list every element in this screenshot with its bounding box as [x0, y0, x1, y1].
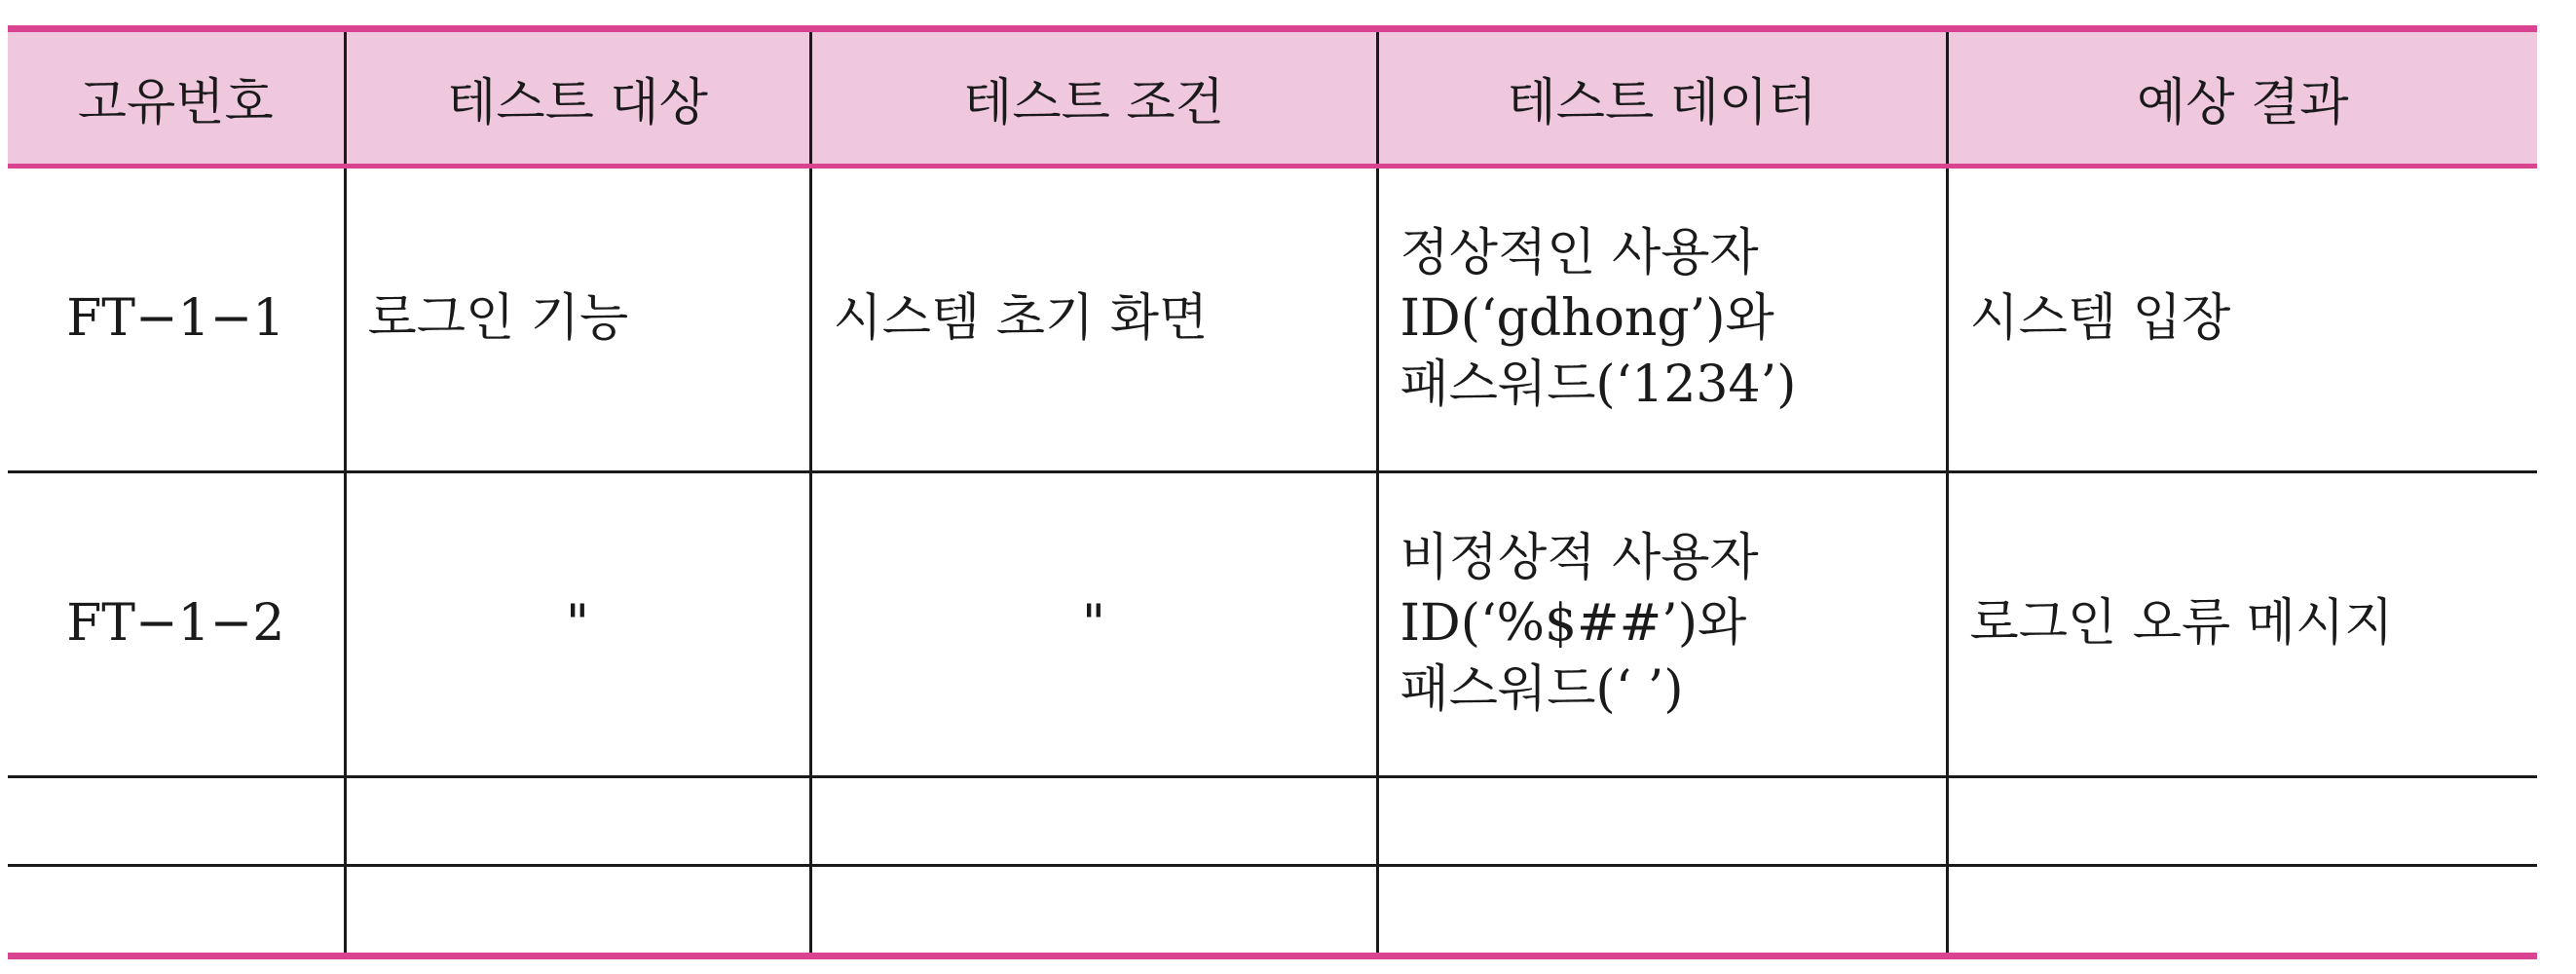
cell-id: FT−1−1 [66, 289, 285, 349]
cell-id: FT−1−2 [8, 472, 345, 777]
cell-test-data [1377, 472, 1947, 777]
test-case-table [8, 25, 2537, 959]
test-data-line: ID(‘gdhong’)와 [1400, 289, 1774, 349]
empty-cell [1377, 866, 1947, 956]
cell-test-target: " [345, 472, 810, 777]
cell-expected-result: 로그인 오류 메시지 [1947, 472, 2537, 777]
test-case-table-container [8, 25, 2537, 959]
table-body [8, 167, 2537, 956]
table-row [8, 472, 2537, 777]
table-header [8, 29, 2537, 167]
header-expected-result: 예상 결과 [1947, 29, 2537, 167]
empty-cell [8, 866, 345, 956]
test-data-line: 패스워드(‘ ’) [1400, 659, 1684, 719]
header-test-target: 테스트 대상 [345, 29, 810, 167]
header-test-data: 테스트 데이터 [1377, 29, 1947, 167]
empty-cell [1377, 777, 1947, 866]
empty-cell [810, 866, 1377, 956]
header-test-condition: 테스트 조건 [810, 29, 1377, 167]
empty-cell [345, 866, 810, 956]
cell-test-condition: " [810, 472, 1377, 777]
cell-test-data [1377, 167, 1947, 472]
cell-test-condition: 시스템 초기 화면 [810, 167, 1377, 472]
empty-cell [1947, 866, 2537, 956]
cell-expected-result: 시스템 입장 [1947, 167, 2537, 472]
test-data-line: 비정상적 사용자 [1400, 528, 1759, 587]
header-row [8, 29, 2537, 167]
table-row [8, 167, 2537, 472]
test-data-line: 패스워드(‘1234’) [1400, 355, 1797, 414]
empty-cell [345, 777, 810, 866]
header-id: 고유번호 [8, 29, 345, 167]
empty-cell [8, 777, 345, 866]
empty-table-row [8, 777, 2537, 866]
test-data-line: ID(‘%$##’)와 [1400, 594, 1747, 654]
empty-table-row [8, 866, 2537, 956]
empty-cell [810, 777, 1377, 866]
test-data-line: 정상적인 사용자 [1400, 223, 1759, 282]
cell-test-target: 로그인 기능 [345, 167, 810, 472]
empty-cell [1947, 777, 2537, 866]
